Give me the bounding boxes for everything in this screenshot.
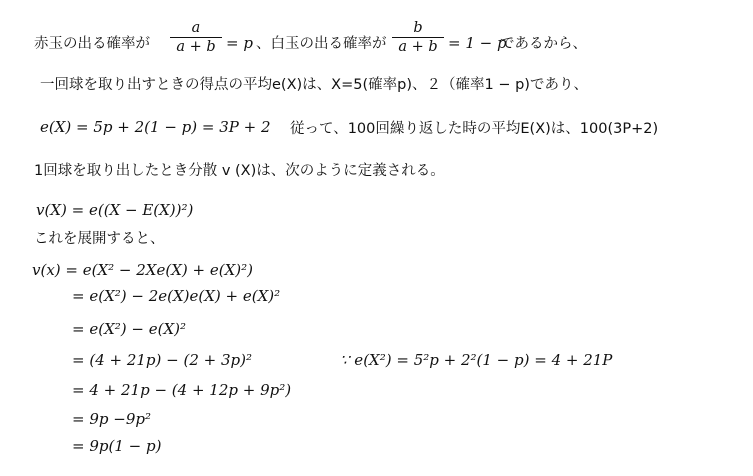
white-ball-prob-label: 、白玉の出る確率が [256, 36, 387, 52]
hundred-trials-sentence: 従って、100回繰り返した時の平均E(X)は、100(3P+2) [290, 121, 659, 137]
white-fraction-numerator: b [413, 20, 423, 36]
variance-definition-sentence: 1回球を取り出したとき分散 v (X)は、次のように定義される。 [34, 163, 445, 179]
derivation-step-4: = (4 + 21p) − (2 + 3p)² [72, 351, 252, 369]
because-note: ∵ e(X²) = 5²p + 2²(1 − p) = 4 + 21P [340, 351, 613, 369]
red-fraction-numerator: a [191, 20, 201, 36]
expectation-formula: e(X) = 5p + 2(1 − p) = 3P + 2 [40, 118, 271, 136]
red-fraction-denominator: a + b [176, 39, 216, 55]
derivation-step-3: = e(X²) − e(X)² [72, 320, 186, 338]
red-probability-fraction [170, 19, 222, 56]
derivation-step-5: = 4 + 21p − (4 + 12p + 9p²) [72, 381, 292, 399]
derivation-step-6: = 9p −9p² [72, 410, 151, 428]
variance-definition-formula: v(X) = e((X − E(X))²) [36, 201, 194, 219]
white-prob-equals: = 1 − p [448, 34, 507, 52]
red-prob-equals: = p [226, 34, 253, 52]
expand-sentence: これを展開すると、 [34, 231, 165, 247]
red-ball-prob-label: 赤玉の出る確率が [34, 36, 150, 52]
derivation-step-1: v(x) = e(X² − 2Xe(X) + e(X)²) [32, 261, 253, 279]
derivation-step-2: = e(X²) − 2e(X)e(X) + e(X)² [72, 287, 281, 305]
white-probability-fraction [392, 19, 444, 56]
mean-score-sentence: 一回球を取り出すときの得点の平均e(X)は、X=5(確率p)、２（確率1 − p)であり、 [40, 77, 588, 93]
derivation-step-7: = 9p(1 − p) [72, 437, 162, 455]
white-fraction-denominator: a + b [398, 39, 438, 55]
therefore-text: であるから、 [500, 36, 587, 52]
